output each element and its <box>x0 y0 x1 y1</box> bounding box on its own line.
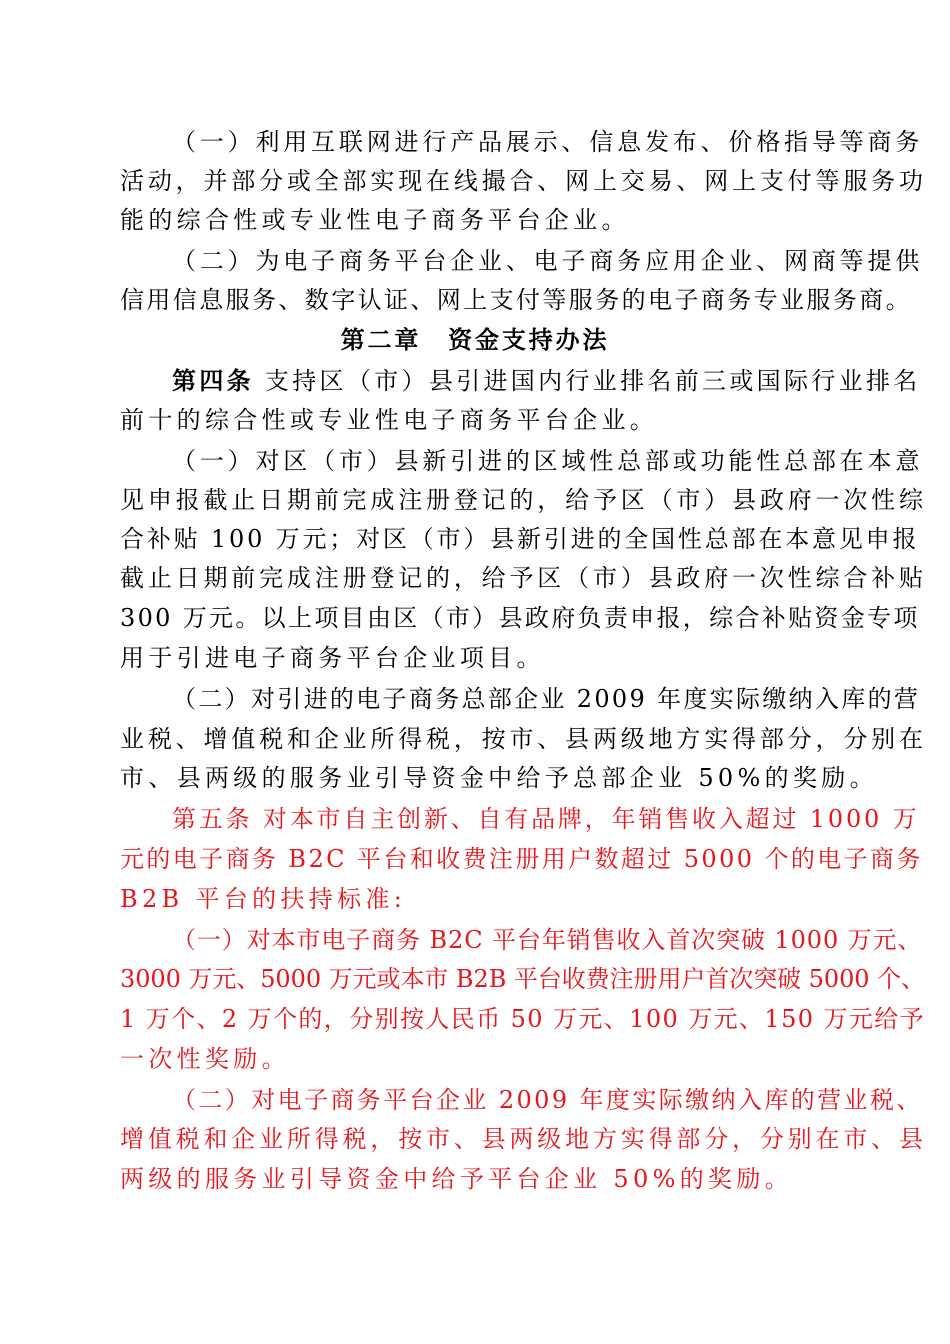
paragraph-line: （一）利用互联网进行产品展示、信息发布、价格指导等商务 <box>172 128 924 156</box>
paragraph-line: （一）对本市电子商务 B2C 平台年销售收入首次突破 1000 万元、 <box>172 926 923 954</box>
paragraph-line: （一）对区（市）县新引进的区域性总部或功能性总部在本意 <box>172 447 924 475</box>
paragraph-line: 截止日期前完成注册登记的，给予区（市）县政府一次性综合补贴 <box>120 564 927 592</box>
paragraph-line: 前十的综合性或专业性电子商务平台企业。 <box>120 406 659 434</box>
paragraph-line: B2B 平台的扶持标准: <box>120 885 407 913</box>
paragraph-line: （二）对引进的电子商务总部企业 2009 年度实际缴纳入库的营 <box>172 685 921 713</box>
paragraph-line: 能的综合性或专业性电子商务平台企业。 <box>120 206 630 234</box>
article-5-first-line <box>172 804 919 834</box>
paragraph-line: 业税、增值税和企业所得税，按市、县两级地方实得部分，分别在 <box>120 725 927 753</box>
article-label: 第五条 <box>172 805 253 833</box>
article-label: 第四条 <box>172 366 254 395</box>
paragraph-line: 一次性奖励。 <box>120 1045 290 1073</box>
article-4-first-line <box>172 366 921 396</box>
paragraph-line: 元的电子商务 B2C 平台和收费注册用户数超过 5000 个的电子商务 <box>120 845 923 873</box>
paragraph-line: 用于引进电子商务平台企业项目。 <box>120 644 545 672</box>
paragraph-line: 两级的服务业引导资金中给予平台企业 50%的奖励。 <box>120 1165 793 1193</box>
paragraph-line: 活动，并部分或全部实现在线撮合、网上交易、网上支付等服务功 <box>120 167 927 195</box>
article-text: 支持区（市）县引进国内行业排名前三或国际行业排名 <box>253 367 921 395</box>
paragraph-line: 市、县两级的服务业引导资金中给予总部企业 50%的奖励。 <box>120 764 878 792</box>
paragraph-line: （二）对电子商务平台企业 2009 年度实际缴纳入库的营业税、 <box>172 1086 923 1114</box>
article-text: 对本市自主创新、自有品牌，年销售收入超过 1000 万 <box>252 805 920 833</box>
chapter-heading: 第二章 资金支持办法 <box>340 325 610 354</box>
paragraph-line: 增值税和企业所得税，按市、县两级地方实得部分，分别在市、县 <box>120 1125 927 1153</box>
paragraph-line: 合补贴 100 万元；对区（市）县新引进的全国性总部在本意见申报 <box>120 525 920 553</box>
paragraph-line: （二）为电子商务平台企业、电子商务应用企业、网商等提供 <box>172 247 924 275</box>
paragraph-line: 见申报截止日期前完成注册登记的，给予区（市）县政府一次性综 <box>120 486 927 514</box>
paragraph-line: 1 万个、2 万个的，分别按人民币 50 万元、100 万元、150 万元给予 <box>120 1005 926 1033</box>
paragraph-line: 信用信息服务、数字认证、网上支付等服务的电子商务专业服务商。 <box>120 286 912 314</box>
paragraph-line: 3000 万元、5000 万元或本市 B2B 平台收费注册用户首次突破 5000 个、 <box>120 965 925 993</box>
paragraph-line: 300 万元。以上项目由区（市）县政府负责申报，综合补贴资金专项 <box>120 604 920 632</box>
